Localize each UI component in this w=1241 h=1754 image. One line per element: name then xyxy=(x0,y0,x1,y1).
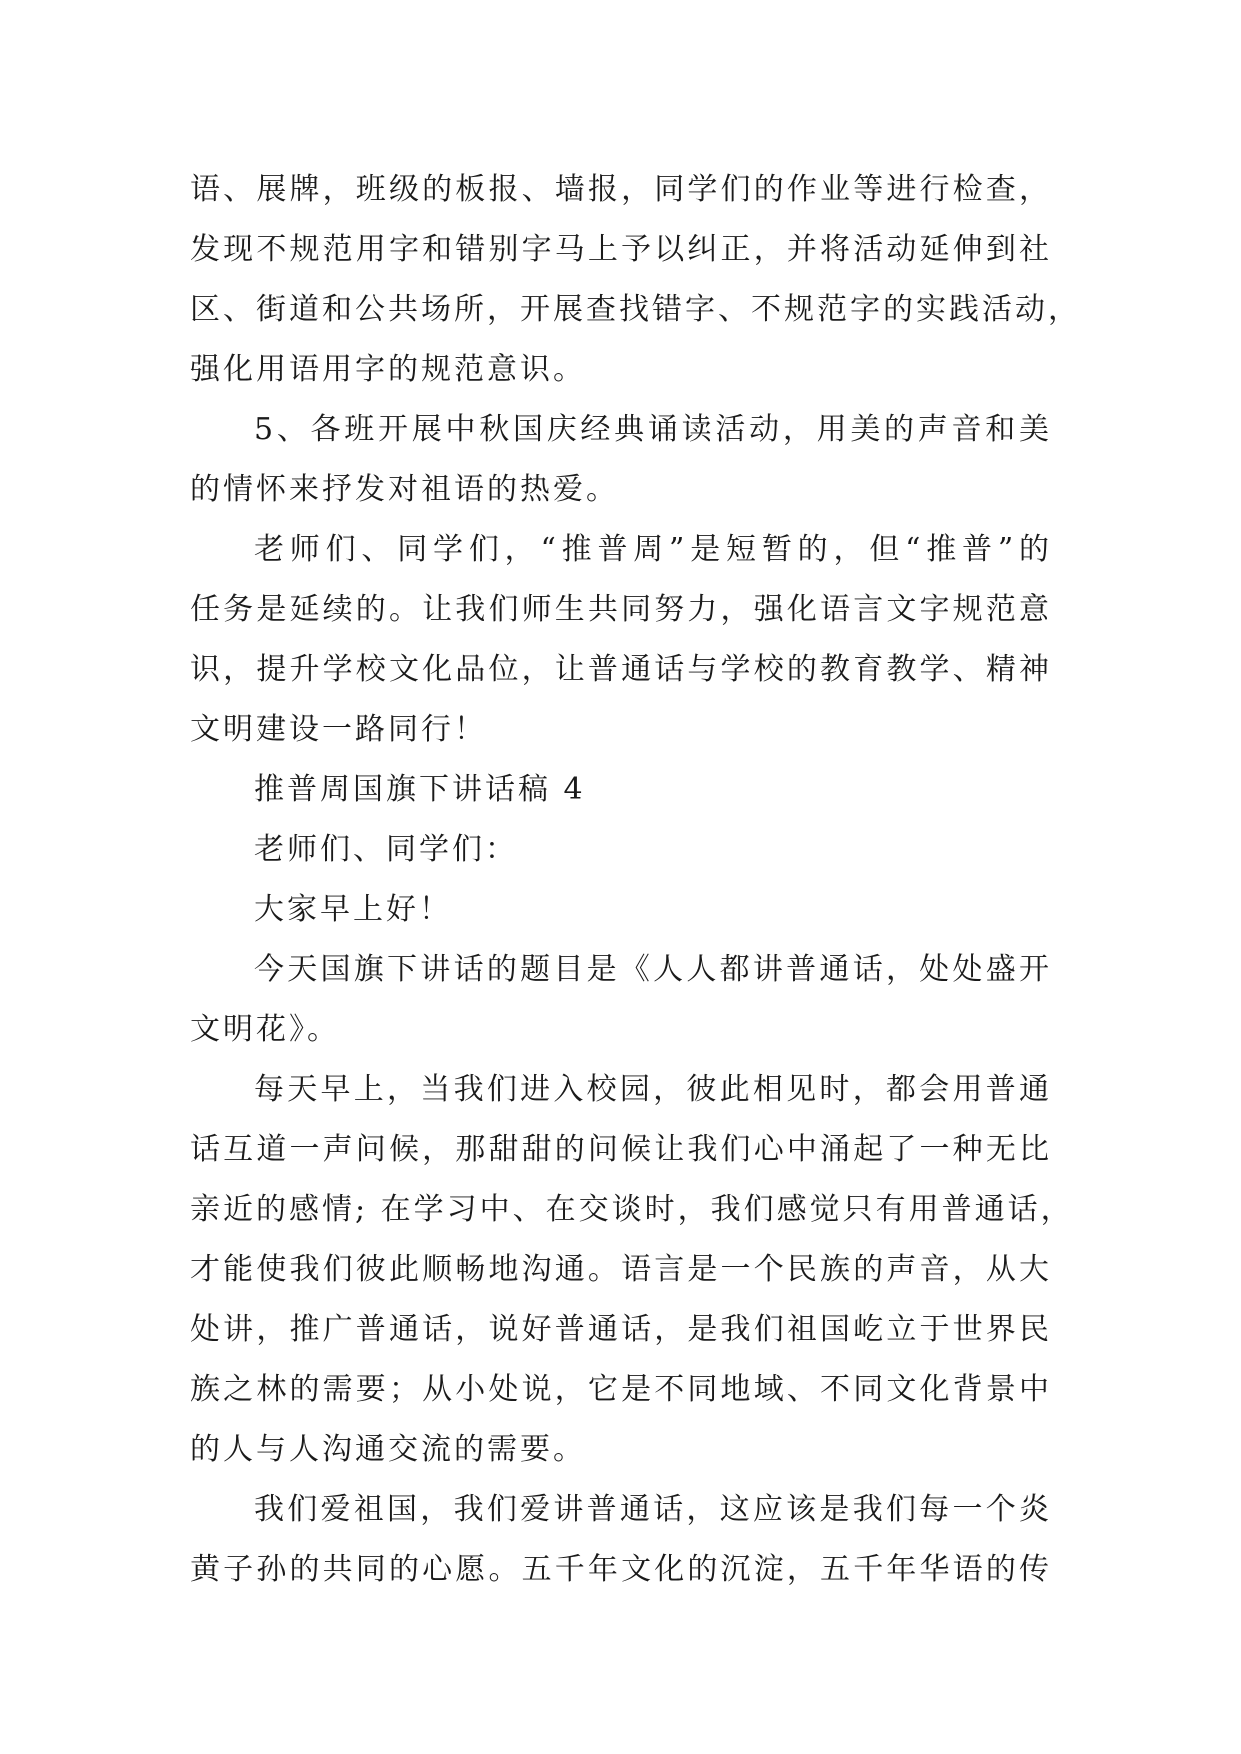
text-line: 区、街道和公共场所，开展查找错字、不规范字的实践活动， xyxy=(190,292,1081,327)
document-body xyxy=(190,160,1081,1600)
greeting: 大家早上好！ xyxy=(254,892,452,927)
text-line: 今天国旗下讲话的题目是《人人都讲普通话，处处盛开 xyxy=(254,952,1052,987)
text-line: 语、展牌，班级的板报、墙报，同学们的作业等进行检查， xyxy=(190,172,1052,207)
text-line: 任务是延续的。让我们师生共同努力，强化语言文字规范意 xyxy=(190,592,1052,627)
text-line: 文明建设一路同行！ xyxy=(190,712,487,747)
text-line: 处讲，推广普通话，说好普通话，是我们祖国屹立于世界民 xyxy=(190,1312,1052,1347)
text-line: 亲近的感情; 在学习中、在交谈时，我们感觉只有用普通话， xyxy=(190,1192,1074,1227)
text-line: 识，提升学校文化品位，让普通话与学校的教育教学、精神 xyxy=(190,652,1052,687)
text-line: 的情怀来抒发对祖语的热爱。 xyxy=(190,472,619,507)
salutation: 老师们、同学们： xyxy=(254,832,518,867)
text-line: 5、各班开展中秋国庆经典诵读活动，用美的声音和美 xyxy=(254,412,1052,447)
text-line: 黄子孙的共同的心愿。五千年文化的沉淀，五千年华语的传 xyxy=(190,1552,1052,1587)
text-line: 发现不规范用字和错别字马上予以纠正，并将活动延伸到社 xyxy=(190,232,1052,267)
section-heading: 推普周国旗下讲话稿 4 xyxy=(254,772,586,807)
text-line: 老师们、同学们，“推普周”是短暂的，但“推普”的 xyxy=(254,532,1052,567)
text-line: 话互道一声问候，那甜甜的问候让我们心中涌起了一种无比 xyxy=(190,1132,1052,1167)
text-line: 的人与人沟通交流的需要。 xyxy=(190,1432,586,1467)
text-line: 才能使我们彼此顺畅地沟通。语言是一个民族的声音，从大 xyxy=(190,1252,1052,1287)
text-line: 我们爱祖国，我们爱讲普通话，这应该是我们每一个炎 xyxy=(254,1492,1052,1527)
text-line: 强化用语用字的规范意识。 xyxy=(190,352,586,387)
text-line: 每天早上，当我们进入校园，彼此相见时，都会用普通 xyxy=(254,1072,1052,1107)
text-line: 文明花》。 xyxy=(190,1012,340,1047)
text-line: 族之林的需要；从小处说，它是不同地域、不同文化背景中 xyxy=(190,1372,1052,1407)
